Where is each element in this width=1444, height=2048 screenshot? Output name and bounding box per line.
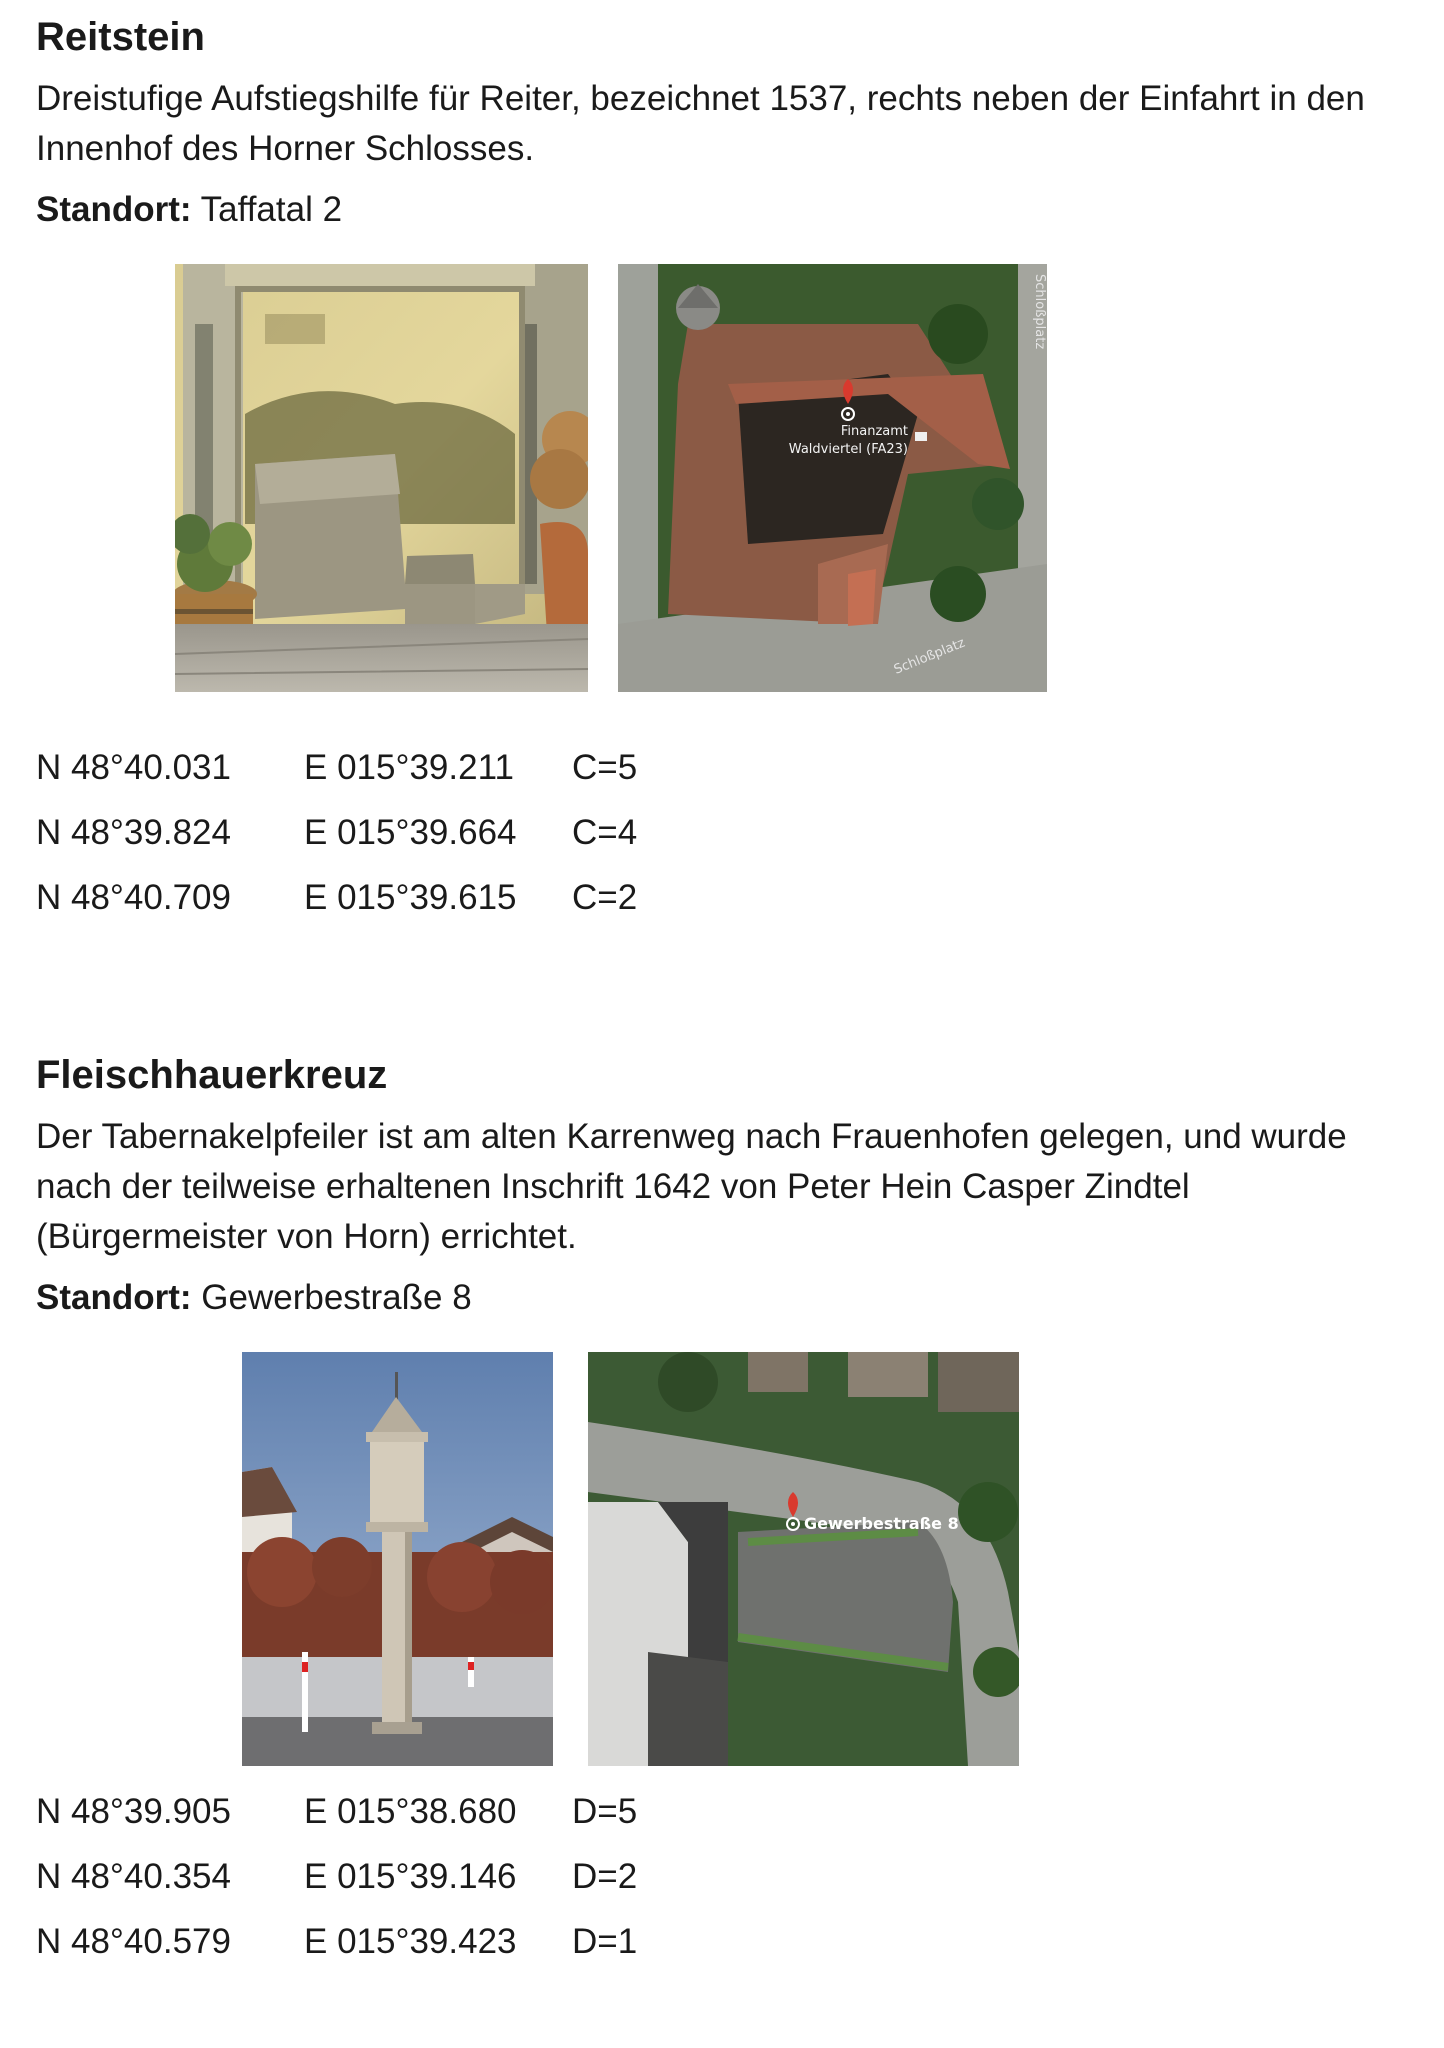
photo-fleischhauerkreuz-image xyxy=(242,1352,553,1766)
location-line xyxy=(36,186,1408,234)
bank-icon xyxy=(915,432,927,441)
coord-value: D=1 xyxy=(572,1922,638,1961)
coord-lat: N 48°40.709 xyxy=(36,878,231,917)
coord-lat: N 48°40.579 xyxy=(36,1922,231,1961)
coord-lon: E 015°39.146 xyxy=(304,1857,517,1896)
map-reitstein-image xyxy=(618,264,1047,692)
location-label: Standort: xyxy=(36,190,192,229)
map-street-label-1: Schloßplatz xyxy=(1032,274,1047,350)
coord-lat: N 48°39.824 xyxy=(36,813,231,852)
map-label-poi: Finanzamt xyxy=(840,424,908,439)
map-label-address: Gewerbestraße 8 xyxy=(804,1514,959,1533)
coord-value: D=2 xyxy=(572,1857,638,1896)
coord-lon: E 015°39.211 xyxy=(304,748,514,787)
coord-lat: N 48°40.354 xyxy=(36,1857,231,1896)
coord-lon: E 015°39.423 xyxy=(304,1922,517,1961)
coord-value: C=5 xyxy=(572,748,638,787)
section-title: Fleischhauerkreuz xyxy=(36,1053,388,1097)
section-fleischhauerkreuz xyxy=(36,1052,1408,1322)
map-street-label-2: Schloßplatz xyxy=(891,635,968,678)
map-fleischhauerkreuz xyxy=(588,1352,1019,1766)
coord-lon: E 015°39.615 xyxy=(304,878,517,917)
location-line xyxy=(36,1274,1408,1322)
map-reitstein xyxy=(618,264,1047,692)
map-fleischhauerkreuz-image xyxy=(588,1352,1019,1766)
coord-lat: N 48°39.905 xyxy=(36,1792,231,1831)
photo-fleischhauerkreuz xyxy=(242,1352,553,1766)
section-reitstein xyxy=(36,14,1408,234)
coord-value: D=5 xyxy=(572,1792,638,1831)
location-value: Gewerbestraße 8 xyxy=(201,1278,472,1317)
location-label: Standort: xyxy=(36,1278,192,1317)
photo-reitstein-image xyxy=(175,264,588,692)
coord-value: C=4 xyxy=(572,813,638,852)
section-description: Dreistufige Aufstiegshilfe für Reiter, bezeichnet 1537, rechts neben der Einfahrt in den Innenhof des Horner Schlosses. xyxy=(36,79,1365,168)
map-label-poi-2: Waldviertel (FA23) xyxy=(788,442,908,457)
location-value: Taffatal 2 xyxy=(200,190,343,229)
coord-lat: N 48°40.031 xyxy=(36,748,231,787)
section-title: Reitstein xyxy=(36,15,205,59)
section-description: Der Tabernakelpfeiler ist am alten Karrenweg nach Frauenhofen gelegen, und wurde nach der teilweise erhaltenen Inschrift 1642 von Peter Hein Casper Zindtel (Bürgermeister von Horn) errichtet. xyxy=(36,1117,1347,1256)
coord-lon: E 015°39.664 xyxy=(304,813,517,852)
coord-value: C=2 xyxy=(572,878,638,917)
photo-reitstein xyxy=(175,264,588,692)
coord-lon: E 015°38.680 xyxy=(304,1792,517,1831)
